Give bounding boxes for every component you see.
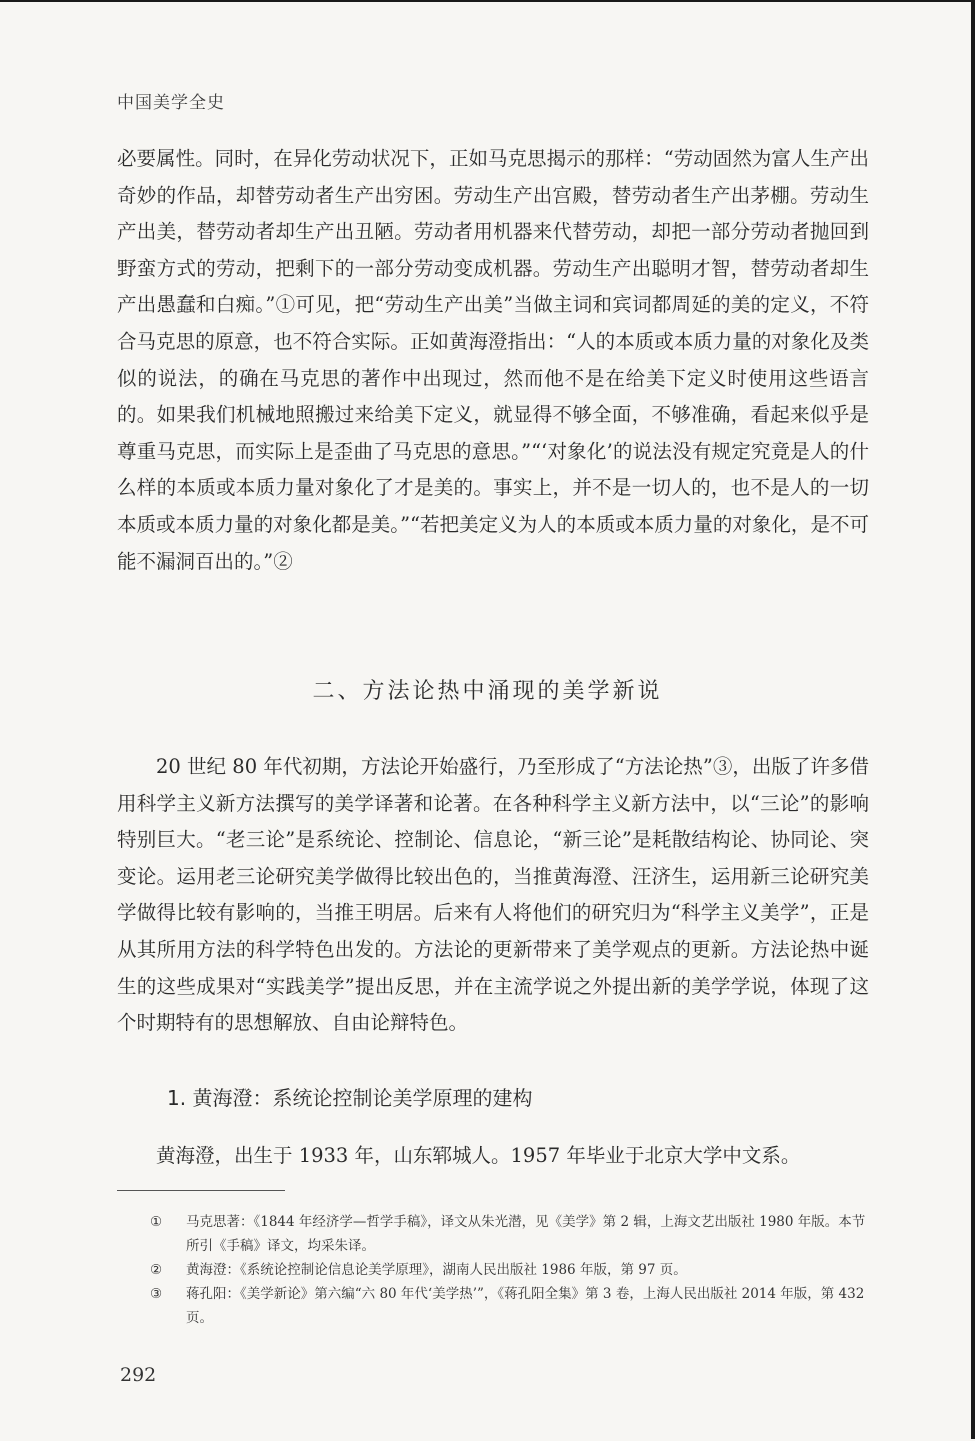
body-paragraph-3: 黄海澄，出生于 1933 年，山东郓城人。1957 年毕业于北京大学中文系。	[156, 1144, 801, 1167]
section-title: 二、方法论热中涌现的美学新说	[312, 679, 663, 704]
footnote-text: 蒋孔阳：《美学新论》第六编“六 80 年代‘美学热’”，《蒋孔阳全集》第 3 卷，上海人民出版社 2014 年版，第 432 页。	[186, 1286, 865, 1326]
footnote-divider	[117, 1190, 285, 1191]
footnote-3	[150, 1282, 872, 1330]
subsection-title: 1. 黄海澄：系统论控制论美学原理的建构	[167, 1086, 533, 1110]
footnote-1	[150, 1210, 872, 1258]
footnote-marker: ①	[150, 1214, 163, 1230]
footnote-text: 黄海澄：《系统论控制论信息论美学原理》，湖南人民出版社 1986 年版，第 97 页。	[186, 1262, 687, 1278]
body-paragraph-2: 20 世纪 80 年代初期，方法论开始盛行，乃至形成了“方法论热”③，出版了许多借用科学主义新方法撰写的美学译著和论著。在各种科学主义新方法中，以“三论”的影响特别巨大。“老三论”是系统论、控制论、信息论，“新三论”是耗散结构论、协同论、突变论。运用老三论研究美学做得比较出色的，当推黄海澄、汪济生，运用新三论研究美学做得比较有影响的，当推王明居。后来有人将他们的研究归为“科学主义美学”，正是从其所用方法的科学特色出发的。方法论的更新带来了美学观点的更新。方法论热中诞生的这些成果对“实践美学”提出反思，并在主流学说之外提出新的美学学说，体现了这个时期特有的思想解放、自由论辩特色。	[117, 755, 869, 1035]
footnote-text: 马克思著：《1844 年经济学—哲学手稿》，译文从朱光潜，见《美学》第 2 辑，上海文艺出版社 1980 年版。本节所引《手稿》译文，均采朱译。	[186, 1214, 866, 1254]
page-edge-border	[971, 0, 975, 1439]
footnote-2	[150, 1258, 872, 1282]
footnote-marker: ②	[150, 1262, 163, 1278]
footnote-marker: ③	[150, 1286, 163, 1302]
running-head: 中国美学全史	[117, 93, 225, 113]
body-paragraph-1: 必要属性。同时，在异化劳动状况下，正如马克思揭示的那样：“劳动固然为富人生产出奇妙的作品，却替劳动者生产出穷困。劳动生产出宫殿，替劳动者生产出茅棚。劳动生产出美，替劳动者却生产出丑陋。劳动者用机器来代替劳动，却把一部分劳动者抛回到野蛮方式的劳动，把剩下的一部分劳动变成机器。劳动生产出聪明才智，替劳动者却生产出愚蠢和白痴。”①可见，把“劳动生产出美”当做主词和宾词都周延的美的定义，不符合马克思的原意，也不符合实际。正如黄海澄指出：“人的本质或本质力量的对象化及类似的说法，的确在马克思的著作中出现过，然而他不是在给美下定义时使用这些语言的。如果我们机械地照搬过来给美下定义，就显得不够全面，不够准确，看起来似乎是尊重马克思，而实际上是歪曲了马克思的意思。”“‘对象化’的说法没有规定究竟是人的什么样的本质或本质力量对象化了才是美的。事实上，并不是一切人的，也不是人的一切本质或本质力量的对象化都是美。”“若把美定义为人的本质或本质力量的对象化，是不可能不漏洞百出的。”②	[117, 147, 869, 573]
footnotes	[150, 1210, 872, 1330]
page-number: 292	[120, 1364, 157, 1386]
